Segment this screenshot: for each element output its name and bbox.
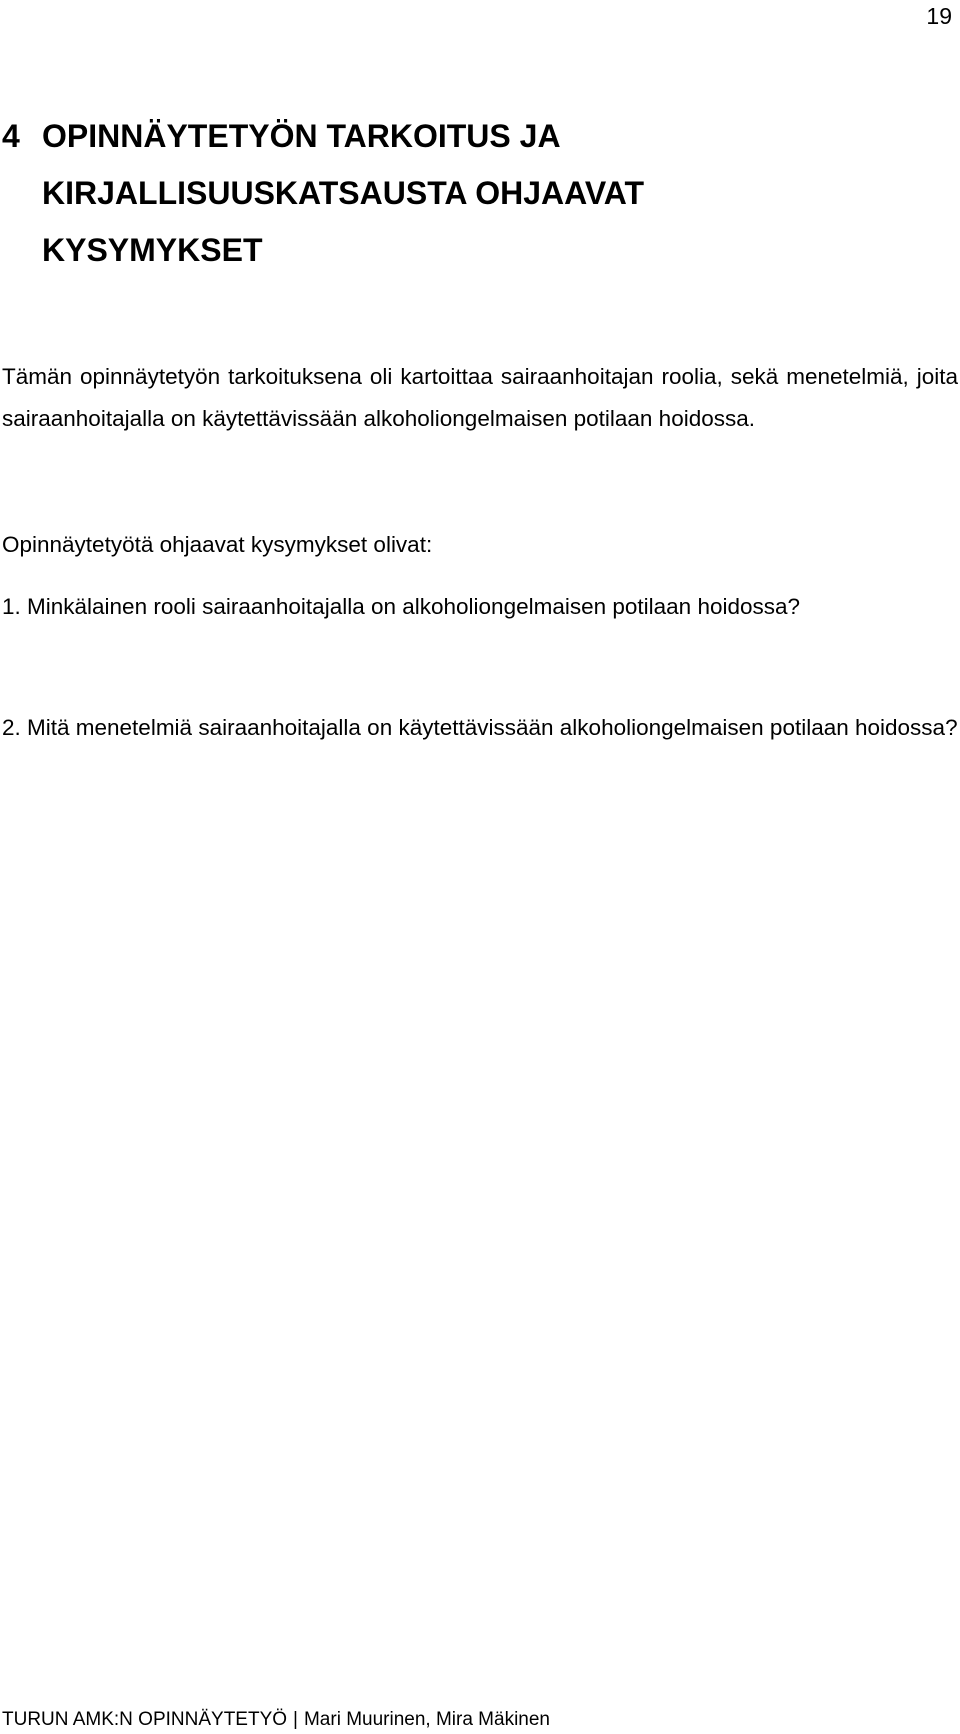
heading-text-1: OPINNÄYTETYÖN TARKOITUS JA bbox=[42, 118, 561, 154]
page-footer bbox=[2, 1708, 550, 1732]
page-number: 19 bbox=[926, 3, 952, 29]
purpose-paragraph: Tämän opinnäytetyön tarkoituksena oli kartoittaa sairaanhoitajan roolia, sekä menetelmiä, joita sairaanhoitajalla on käytettävissään alkoholiongelmaisen potilaan hoidossa. bbox=[2, 364, 958, 431]
chapter-heading bbox=[2, 108, 902, 279]
questions-intro: Opinnäytetyötä ohjaavat kysymykset olivat: bbox=[2, 532, 433, 557]
chapter-number: 4 bbox=[2, 118, 20, 154]
footer-institution: TURUN AMK:N OPINNÄYTETYÖ bbox=[2, 1709, 288, 1730]
footer-separator: | bbox=[293, 1709, 298, 1730]
question-2: 2. Mitä menetelmiä sairaanhoitajalla on käytettävissään alkoholiongelmaisen potilaan hoidossa? bbox=[2, 715, 958, 740]
question-1: 1. Minkälainen rooli sairaanhoitajalla on alkoholiongelmaisen potilaan hoidossa? bbox=[2, 594, 801, 619]
heading-line-2: KIRJALLISUUSKATSAUSTA OHJAAVAT bbox=[42, 175, 645, 211]
heading-line-1 bbox=[2, 108, 902, 165]
heading-line-3: KYSYMYKSET bbox=[42, 232, 263, 268]
footer-authors: Mari Muurinen, Mira Mäkinen bbox=[303, 1709, 550, 1730]
